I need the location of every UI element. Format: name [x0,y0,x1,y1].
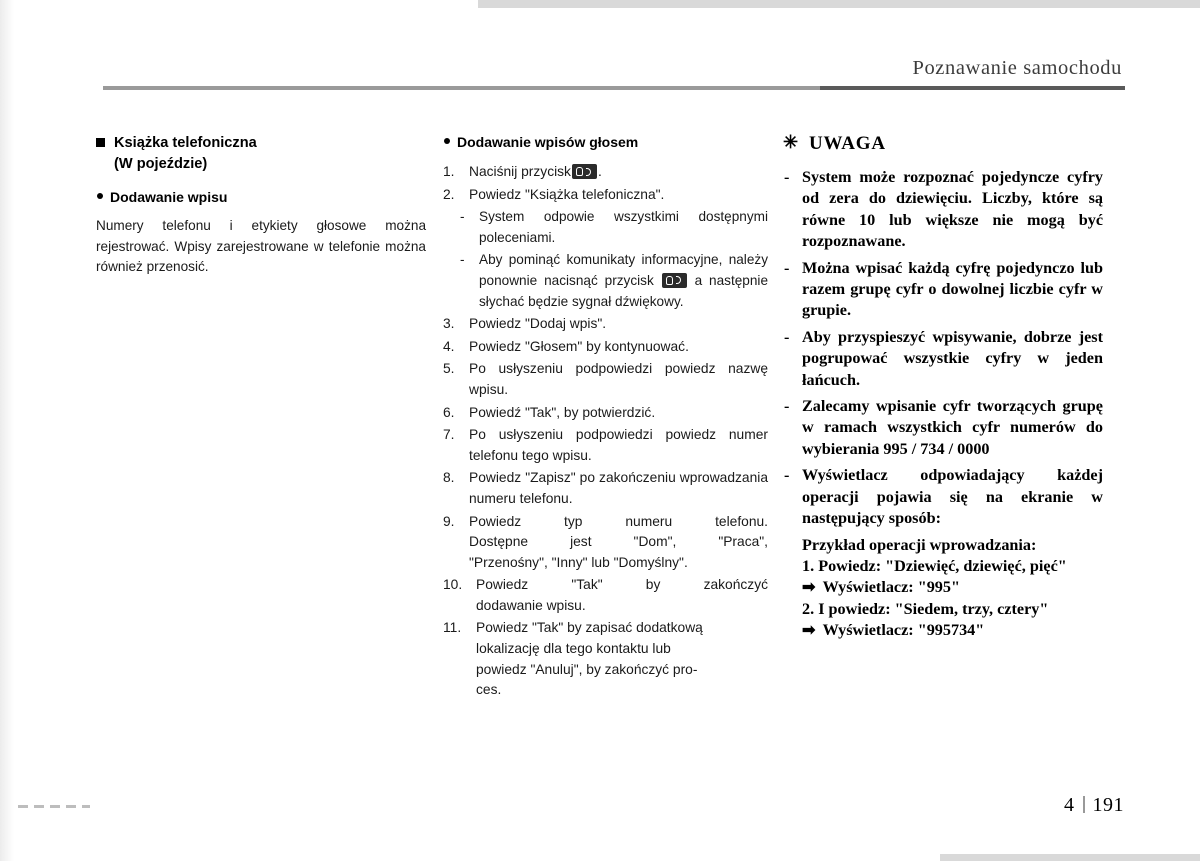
column-three [783,133,1103,642]
example-line [783,620,1103,641]
note-text: Wyświetlacz odpowiadający każdej operacji pojawia się na ekranie w następujący sposób: [802,466,1103,528]
step-number: 7. [443,427,455,443]
section-heading-line2: (W pojeździe) [114,156,208,172]
intro-paragraph: Numery telefonu i etykiety głosowe można rejestrować. Wpisy zarejestrowane w telefonie można również przenosić. [96,218,426,274]
example-line-text: Wyświetlacz: "995" [822,578,960,597]
top-gray-bar [478,0,1200,8]
step-text-line: Powiedz "Tak" by zakończyć [476,577,768,593]
column-one [96,133,426,278]
note-item [783,465,1103,529]
column-two [443,133,768,703]
step-subitem-text: Aby pominąć komunikaty informacyjne, należy ponownie nacisnąć przycisk [479,252,768,288]
note-text: Zalecamy wpisanie cyfr tworzących grupę w ramach wszystkich cyfr numerów do wybierania 995 / 734 / 0000 [802,397,1103,458]
step-item [443,337,768,358]
subsection-heading-voice-entry [443,133,768,151]
dash-bullet-icon: - [784,327,790,346]
voice-steps-list [443,162,768,701]
page-number: 191 [1092,794,1124,816]
example-line-text: Wyświetlacz: "995734" [822,621,985,640]
note-item [783,396,1103,460]
step-text: Powiedz "Książka telefoniczna". [469,186,665,202]
step-text: Po usłyszeniu podpowiedzi powiedz numer telefonu tego wpisu. [469,427,768,463]
step-text-line: dodawanie wpisu. [476,597,586,613]
step-item [443,425,768,466]
example-line: 1. Powiedz: "Dziewięć, dziewięć, pięć" [802,556,1067,575]
example-line: 2. I powiedz: "Siedem, trzy, cztery" [802,599,1049,618]
step-item [443,618,768,700]
note-item [783,167,1103,253]
note-item [783,327,1103,391]
dash-bullet-icon: - [460,209,465,225]
step-text-line: Powiedz typ numeru telefonu. [469,513,768,529]
square-bullet-icon [96,138,105,147]
step-item [443,512,768,574]
step-item [443,403,768,424]
step-text: Po usłyszeniu podpowiedzi powiedz nazwę wpisu. [469,361,768,397]
bottom-gray-bar [940,854,1200,861]
step-text-line: lokalizację dla tego kontaktu lub [476,641,671,657]
step-text: Powiedz "Dodaj wpis". [469,316,607,332]
subsection-heading-add-entry [96,188,426,206]
note-text: System może rozpoznać pojedyncze cyfry od zera do dziewięciu. Liczby, które są równe 10 lub większe nie mogą być rozpoznawane. [802,168,1103,251]
step-text-line: "Przenośny", "Inny" lub "Domyślny". [469,554,688,570]
note-list [783,167,1103,642]
page-left-edge-shadow [0,0,14,861]
step-text-after: . [597,164,602,179]
step-number: 2. [443,186,455,202]
step-text-line: Powiedz "Tak" by zapisać dodatkową [476,620,703,636]
step-number: 11. [443,620,462,636]
subsection-heading-label: Dodawanie wpisów głosem [457,134,639,150]
step-item [443,575,768,616]
asterisk-icon: ✳ [783,132,799,152]
step-item [443,314,768,335]
section-heading [96,133,426,175]
example-line [783,577,1103,598]
step-number: 4. [443,338,455,354]
talk-button-icon [662,273,687,288]
step-subitem-text-after: a następnie słychać będzie sygnał dźwiękowy. [479,272,768,309]
step-text: Powiedz "Głosem" by kontynuować. [469,338,689,354]
step-item [443,359,768,400]
bottom-left-dashes [18,805,90,808]
step-text: Powiedź "Tak", by potwierdzić. [469,404,656,420]
note-item [783,258,1103,322]
arrow-right-icon: ➡ [802,578,816,597]
step-item [443,162,768,183]
step-number: 5. [443,361,455,377]
step-subitem [443,250,768,312]
example-title: Przykład operacji wprowadzania: [802,535,1037,554]
note-box-title [783,133,1103,155]
step-number: 3. [443,316,455,332]
step-text: Naciśnij przycisk [469,164,571,179]
note-box-title-label: UWAGA [809,133,886,154]
note-text: Można wpisać każdą cyfrę pojedynczo lub razem grupę cyfr o dowolnej liczbie cyfr w grupie. [802,258,1103,320]
step-text-line: ces. [476,682,502,698]
step-number: 6. [443,404,455,420]
step-number: 10. [443,577,463,593]
dot-bullet-icon [444,138,450,144]
dash-bullet-icon: - [784,466,790,485]
step-item [443,468,768,509]
chapter-number: 4 [1064,794,1075,816]
section-heading-line1: Książka telefoniczna [114,135,257,151]
step-subitem-text: System odpowie wszystkimi dostępnymi poleceniami. [479,209,768,245]
step-text: Powiedz "Zapisz" po zakończeniu wprowadzania numeru telefonu. [469,470,768,506]
dash-bullet-icon: - [784,258,790,277]
page-header-title: Poznawanie samochodu [912,57,1122,79]
step-number: 8. [443,470,455,486]
dot-bullet-icon [97,193,103,199]
step-text-line: Dostępne jest "Dom", "Praca", [469,534,768,550]
step-number: 9. [443,513,455,529]
header-rule-accent [820,86,1125,90]
dash-bullet-icon: - [460,252,465,268]
step-text-line: powiedz "Anuluj", by zakończyć pro- [476,661,698,677]
arrow-right-icon: ➡ [802,621,816,640]
subsection-heading-label: Dodawanie wpisu [110,189,228,205]
dash-bullet-icon: - [784,168,790,186]
step-number: 1. [443,164,455,179]
talk-button-icon [572,164,597,179]
page-footer [1064,794,1124,817]
step-subitem [443,207,768,248]
note-text: Aby przyspieszyć wpisywanie, dobrze jest pogrupować wszystkie cyfry w jeden łańcuch. [802,327,1103,389]
dash-bullet-icon: - [784,397,790,416]
footer-separator [1083,796,1085,813]
step-item [443,185,768,206]
